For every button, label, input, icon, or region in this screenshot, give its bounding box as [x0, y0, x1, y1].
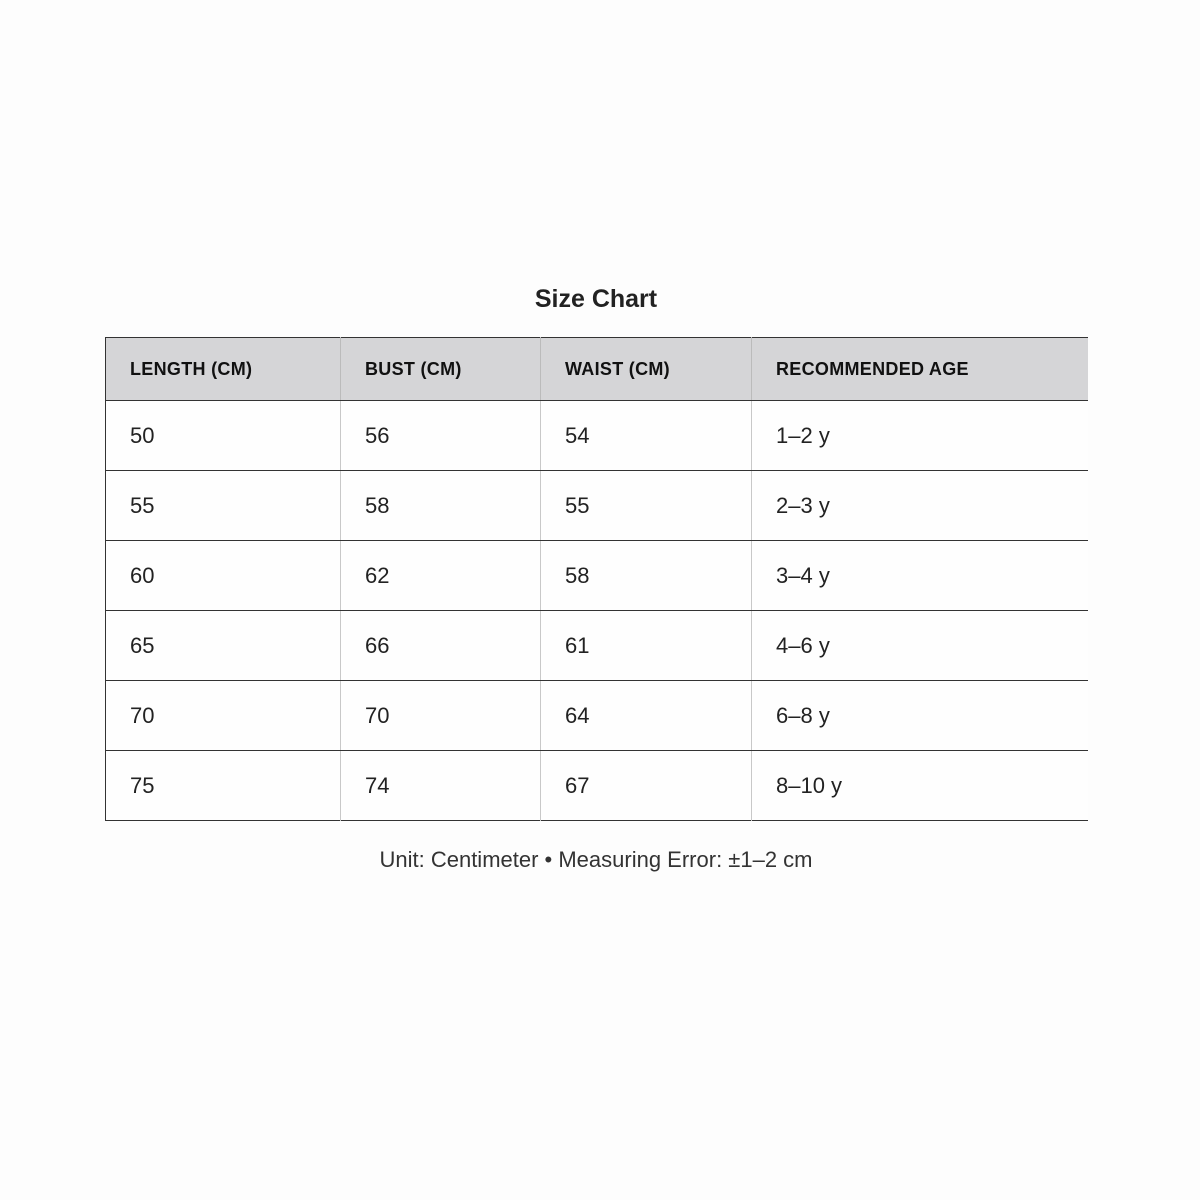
cell-waist: 67	[541, 751, 752, 821]
cell-bust: 62	[341, 541, 541, 611]
cell-length: 60	[106, 541, 341, 611]
cell-age: 2–3 y	[752, 471, 1088, 541]
cell-length: 70	[106, 681, 341, 751]
table-row	[106, 471, 1088, 541]
size-chart-table	[105, 337, 1088, 821]
table-row	[106, 751, 1088, 821]
cell-waist: 64	[541, 681, 752, 751]
table-row	[106, 401, 1088, 471]
cell-waist: 55	[541, 471, 752, 541]
cell-age: 4–6 y	[752, 611, 1088, 681]
cell-age: 3–4 y	[752, 541, 1088, 611]
table-row	[106, 681, 1088, 751]
cell-bust: 56	[341, 401, 541, 471]
measurement-footnote: Unit: Centimeter • Measuring Error: ±1–2 cm	[379, 847, 813, 872]
cell-bust: 74	[341, 751, 541, 821]
cell-age: 8–10 y	[752, 751, 1088, 821]
cell-length: 50	[106, 401, 341, 471]
column-header-waist: WAIST (CM)	[541, 338, 752, 401]
cell-length: 65	[106, 611, 341, 681]
cell-length: 55	[106, 471, 341, 541]
table-row	[106, 541, 1088, 611]
table-row	[106, 611, 1088, 681]
chart-title: Size Chart	[534, 285, 658, 313]
cell-bust: 58	[341, 471, 541, 541]
header-row	[106, 338, 1088, 401]
cell-waist: 54	[541, 401, 752, 471]
column-header-recommended-age: RECOMMENDED AGE	[752, 338, 1088, 401]
cell-bust: 70	[341, 681, 541, 751]
column-header-bust: BUST (CM)	[341, 338, 541, 401]
cell-age: 6–8 y	[752, 681, 1088, 751]
cell-bust: 66	[341, 611, 541, 681]
cell-waist: 58	[541, 541, 752, 611]
column-header-length: LENGTH (CM)	[106, 338, 341, 401]
cell-length: 75	[106, 751, 341, 821]
cell-waist: 61	[541, 611, 752, 681]
cell-age: 1–2 y	[752, 401, 1088, 471]
